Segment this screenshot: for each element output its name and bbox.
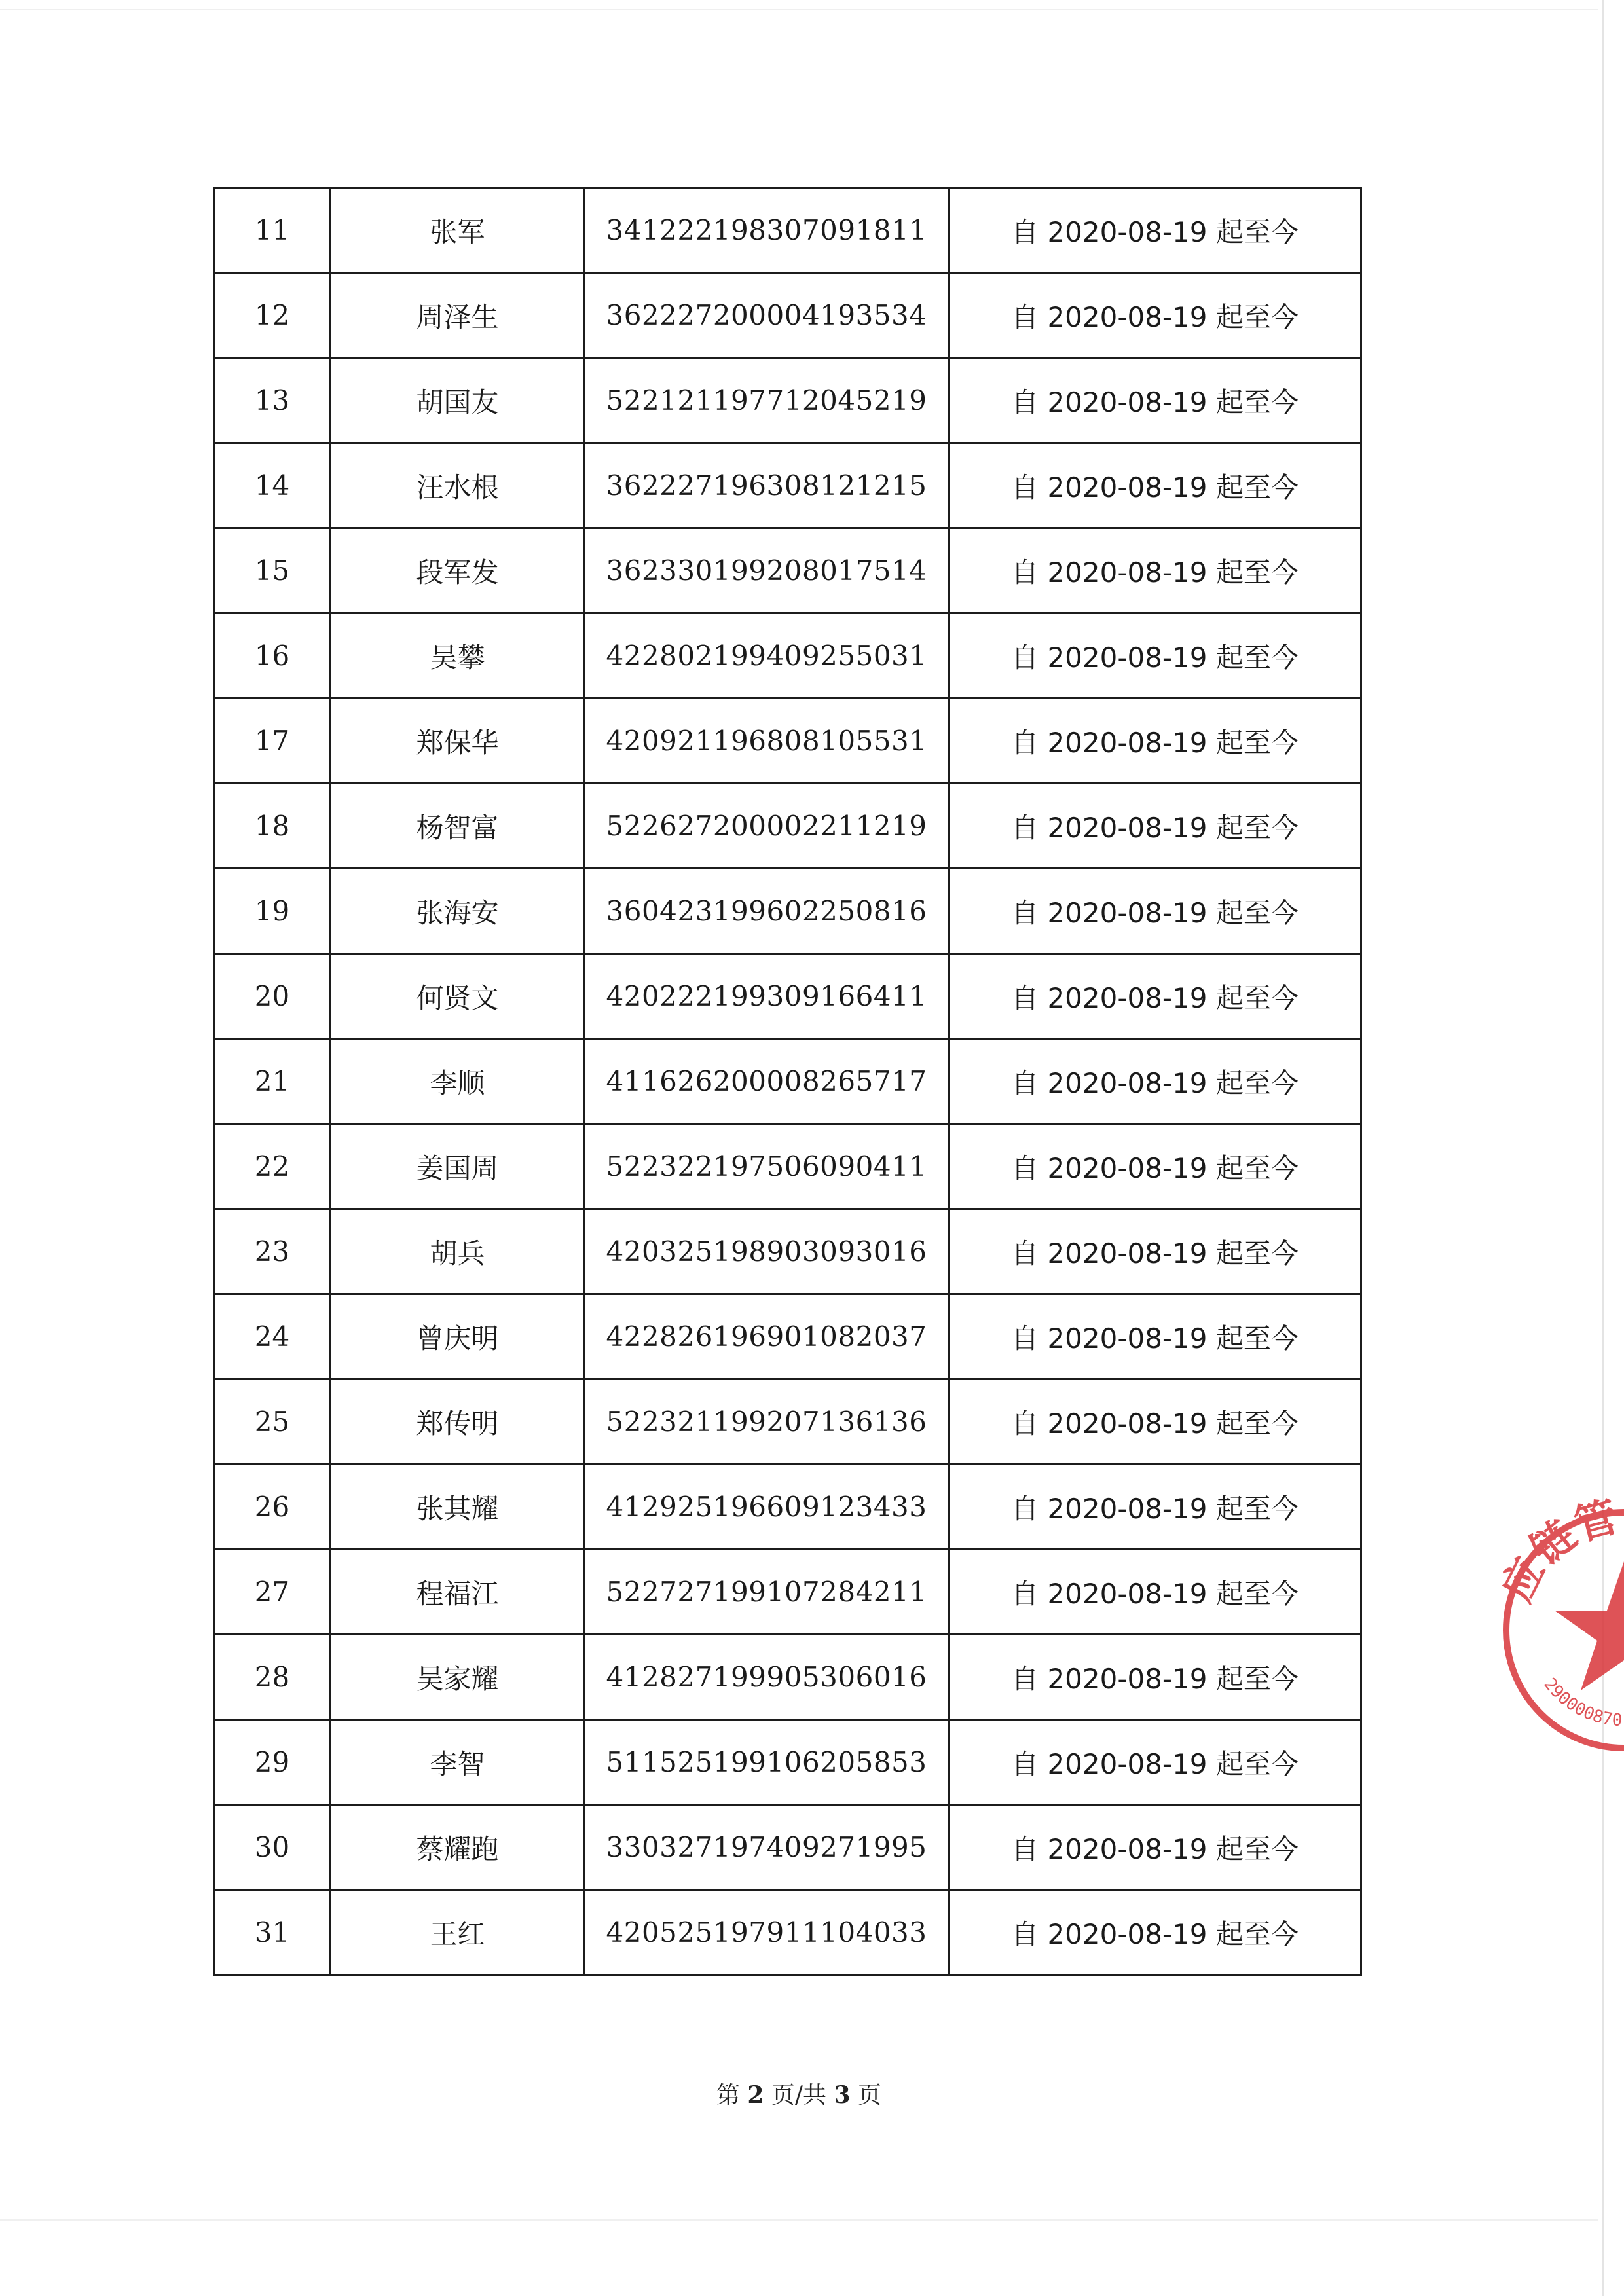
id-number: 522322197506090411 bbox=[585, 1124, 949, 1209]
person-name: 何贤文 bbox=[331, 954, 585, 1039]
employment-period: 自 2020-08-19 起至今 bbox=[949, 699, 1361, 784]
row-number: 28 bbox=[214, 1635, 331, 1720]
table-row bbox=[214, 1124, 1361, 1209]
personnel-table-body bbox=[214, 188, 1361, 1975]
id-number: 420525197911104033 bbox=[585, 1890, 949, 1975]
employment-period: 自 2020-08-19 起至今 bbox=[949, 1890, 1361, 1975]
seal-serial-text: 290000870 bbox=[1540, 1674, 1623, 1731]
table-row bbox=[214, 1550, 1361, 1635]
row-number: 18 bbox=[214, 784, 331, 869]
row-number: 12 bbox=[214, 273, 331, 358]
person-name: 李顺 bbox=[331, 1039, 585, 1124]
person-name: 程福江 bbox=[331, 1550, 585, 1635]
row-number: 15 bbox=[214, 528, 331, 613]
table-row bbox=[214, 869, 1361, 954]
row-number: 21 bbox=[214, 1039, 331, 1124]
table-row bbox=[214, 784, 1361, 869]
row-number: 24 bbox=[214, 1294, 331, 1379]
id-number: 360423199602250816 bbox=[585, 869, 949, 954]
id-number: 422826196901082037 bbox=[585, 1294, 949, 1379]
id-number: 411626200008265717 bbox=[585, 1039, 949, 1124]
person-name: 胡国友 bbox=[331, 358, 585, 443]
table-row bbox=[214, 1890, 1361, 1975]
table-row bbox=[214, 273, 1361, 358]
table-row bbox=[214, 1635, 1361, 1720]
employment-period: 自 2020-08-19 起至今 bbox=[949, 1805, 1361, 1890]
seal-arc-text: 应链管 bbox=[1492, 1493, 1623, 1610]
id-number: 420921196808105531 bbox=[585, 699, 949, 784]
table-row bbox=[214, 1209, 1361, 1294]
id-number: 522627200002211219 bbox=[585, 784, 949, 869]
table-row bbox=[214, 358, 1361, 443]
employment-period: 自 2020-08-19 起至今 bbox=[949, 1465, 1361, 1550]
employment-period: 自 2020-08-19 起至今 bbox=[949, 784, 1361, 869]
row-number: 30 bbox=[214, 1805, 331, 1890]
id-number: 522121197712045219 bbox=[585, 358, 949, 443]
table-row bbox=[214, 613, 1361, 699]
person-name: 吴攀 bbox=[331, 613, 585, 699]
person-name: 段军发 bbox=[331, 528, 585, 613]
person-name: 李智 bbox=[331, 1720, 585, 1805]
table-row bbox=[214, 1039, 1361, 1124]
person-name: 曾庆明 bbox=[331, 1294, 585, 1379]
table-row bbox=[214, 1379, 1361, 1465]
row-number: 17 bbox=[214, 699, 331, 784]
table-row bbox=[214, 1465, 1361, 1550]
id-number: 412827199905306016 bbox=[585, 1635, 949, 1720]
row-number: 22 bbox=[214, 1124, 331, 1209]
employment-period: 自 2020-08-19 起至今 bbox=[949, 869, 1361, 954]
company-seal bbox=[1486, 1493, 1624, 1768]
page-top-edge bbox=[0, 9, 1598, 10]
table-row bbox=[214, 528, 1361, 613]
row-number: 23 bbox=[214, 1209, 331, 1294]
person-name: 张海安 bbox=[331, 869, 585, 954]
person-name: 张军 bbox=[331, 188, 585, 273]
id-number: 511525199106205853 bbox=[585, 1720, 949, 1805]
id-number: 412925196609123433 bbox=[585, 1465, 949, 1550]
id-number: 422802199409255031 bbox=[585, 613, 949, 699]
person-name: 郑保华 bbox=[331, 699, 585, 784]
personnel-table bbox=[213, 187, 1362, 1976]
row-number: 14 bbox=[214, 443, 331, 528]
id-number: 341222198307091811 bbox=[585, 188, 949, 273]
id-number: 420222199309166411 bbox=[585, 954, 949, 1039]
employment-period: 自 2020-08-19 起至今 bbox=[949, 1294, 1361, 1379]
table-row bbox=[214, 699, 1361, 784]
footer-total-pages: 3 bbox=[834, 2081, 851, 2109]
row-number: 31 bbox=[214, 1890, 331, 1975]
person-name: 张其耀 bbox=[331, 1465, 585, 1550]
id-number: 362227196308121215 bbox=[585, 443, 949, 528]
row-number: 13 bbox=[214, 358, 331, 443]
id-number: 330327197409271995 bbox=[585, 1805, 949, 1890]
employment-period: 自 2020-08-19 起至今 bbox=[949, 1039, 1361, 1124]
row-number: 29 bbox=[214, 1720, 331, 1805]
row-number: 11 bbox=[214, 188, 331, 273]
footer-current-page: 2 bbox=[747, 2081, 764, 2109]
row-number: 16 bbox=[214, 613, 331, 699]
row-number: 26 bbox=[214, 1465, 331, 1550]
table-row bbox=[214, 188, 1361, 273]
row-number: 20 bbox=[214, 954, 331, 1039]
person-name: 郑传明 bbox=[331, 1379, 585, 1465]
id-number: 362227200004193534 bbox=[585, 273, 949, 358]
person-name: 王红 bbox=[331, 1890, 585, 1975]
employment-period: 自 2020-08-19 起至今 bbox=[949, 1209, 1361, 1294]
person-name: 胡兵 bbox=[331, 1209, 585, 1294]
id-number: 522321199207136136 bbox=[585, 1379, 949, 1465]
id-number: 522727199107284211 bbox=[585, 1550, 949, 1635]
employment-period: 自 2020-08-19 起至今 bbox=[949, 1124, 1361, 1209]
row-number: 19 bbox=[214, 869, 331, 954]
person-name: 姜国周 bbox=[331, 1124, 585, 1209]
employment-period: 自 2020-08-19 起至今 bbox=[949, 273, 1361, 358]
employment-period: 自 2020-08-19 起至今 bbox=[949, 528, 1361, 613]
footer-suffix: 页 bbox=[858, 2082, 882, 2109]
person-name: 蔡耀跑 bbox=[331, 1805, 585, 1890]
person-name: 吴家耀 bbox=[331, 1635, 585, 1720]
table-row bbox=[214, 1294, 1361, 1379]
footer-prefix: 第 bbox=[716, 2082, 740, 2109]
table-row bbox=[214, 954, 1361, 1039]
seal-star-icon bbox=[1555, 1561, 1624, 1690]
footer-middle: 页/共 bbox=[771, 2082, 827, 2109]
id-number: 420325198903093016 bbox=[585, 1209, 949, 1294]
employment-period: 自 2020-08-19 起至今 bbox=[949, 1635, 1361, 1720]
table-row bbox=[214, 443, 1361, 528]
employment-period: 自 2020-08-19 起至今 bbox=[949, 443, 1361, 528]
page-bottom-edge bbox=[0, 2219, 1598, 2221]
employment-period: 自 2020-08-19 起至今 bbox=[949, 1720, 1361, 1805]
employment-period: 自 2020-08-19 起至今 bbox=[949, 613, 1361, 699]
employment-period: 自 2020-08-19 起至今 bbox=[949, 1379, 1361, 1465]
employment-period: 自 2020-08-19 起至今 bbox=[949, 188, 1361, 273]
employment-period: 自 2020-08-19 起至今 bbox=[949, 954, 1361, 1039]
person-name: 杨智富 bbox=[331, 784, 585, 869]
person-name: 汪水根 bbox=[331, 443, 585, 528]
id-number: 362330199208017514 bbox=[585, 528, 949, 613]
row-number: 25 bbox=[214, 1379, 331, 1465]
employment-period: 自 2020-08-19 起至今 bbox=[949, 358, 1361, 443]
employment-period: 自 2020-08-19 起至今 bbox=[949, 1550, 1361, 1635]
table-row bbox=[214, 1805, 1361, 1890]
page-number-footer bbox=[0, 2077, 1598, 2110]
table-row bbox=[214, 1720, 1361, 1805]
person-name: 周泽生 bbox=[331, 273, 585, 358]
page-right-edge bbox=[1602, 0, 1604, 2296]
row-number: 27 bbox=[214, 1550, 331, 1635]
